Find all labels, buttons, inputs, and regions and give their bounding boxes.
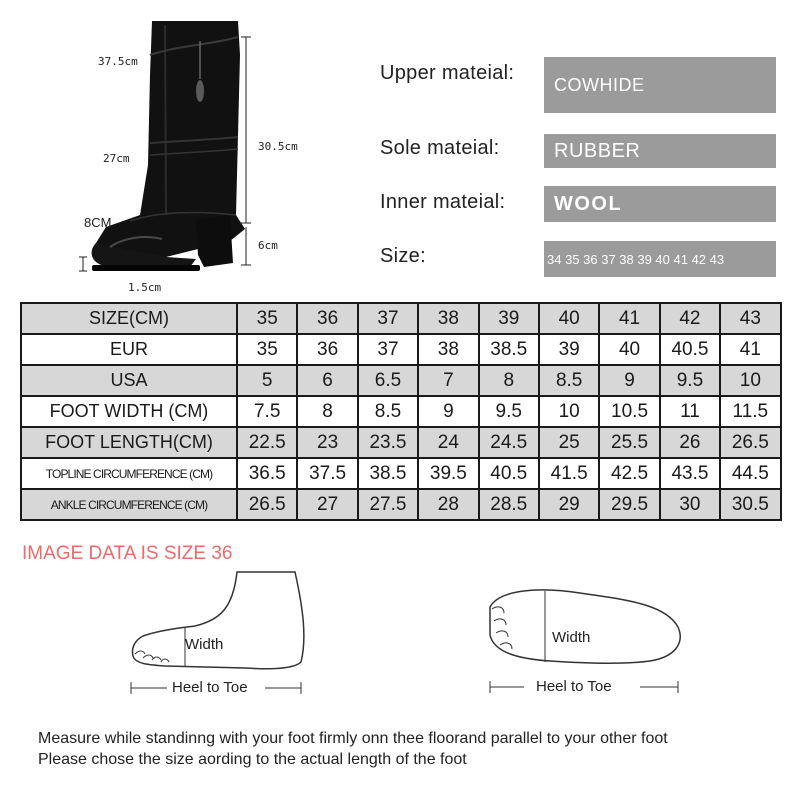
table-cell: 29.5	[599, 489, 659, 520]
table-cell: 42	[660, 303, 720, 334]
table-row	[21, 303, 781, 334]
foot-side-width-label: Width	[185, 636, 224, 653]
instruction-line-1: Measure while standinng with your foot firmly onn thee floorand parallel to your other foot	[38, 730, 668, 747]
table-cell: 10.5	[599, 396, 659, 427]
table-cell: 8.5	[358, 396, 418, 427]
table-cell: 36.5	[237, 458, 297, 489]
table-cell: 42.5	[599, 458, 659, 489]
upper-material-value	[544, 57, 776, 113]
table-cell: 41.5	[539, 458, 599, 489]
inner-material-text: WOOL	[554, 192, 623, 215]
table-row	[21, 334, 781, 365]
foot-side-length-label: Heel to Toe	[172, 679, 248, 696]
shaft-height-label: 30.5cm	[258, 140, 298, 153]
table-row	[21, 427, 781, 458]
table-cell: 38.5	[358, 458, 418, 489]
row-header: SIZE(CM)	[21, 303, 237, 334]
table-cell: 11	[660, 396, 720, 427]
table-cell: 26	[660, 427, 720, 458]
table-cell: 7	[418, 365, 478, 396]
table-cell: 28.5	[479, 489, 539, 520]
table-cell: 8	[479, 365, 539, 396]
table-cell: 29	[539, 489, 599, 520]
table-cell: 37	[358, 303, 418, 334]
table-cell: 39.5	[418, 458, 478, 489]
table-cell: 27	[297, 489, 357, 520]
table-cell: 6	[297, 365, 357, 396]
size-range-value	[544, 241, 776, 277]
table-cell: 9.5	[479, 396, 539, 427]
table-cell: 22.5	[237, 427, 297, 458]
boot-illustration	[70, 15, 330, 300]
table-cell: 7.5	[237, 396, 297, 427]
table-cell: 25.5	[599, 427, 659, 458]
table-cell: 23	[297, 427, 357, 458]
table-cell: 8.5	[539, 365, 599, 396]
table-cell: 24	[418, 427, 478, 458]
row-header: ANKLE CIRCUMFERENCE (CM)	[21, 489, 237, 520]
row-header: FOOT LENGTH(CM)	[21, 427, 237, 458]
instruction-line-2: Please chose the size aording to the actual length of the foot	[38, 751, 467, 768]
top-circumference-label: 37.5cm	[98, 55, 138, 68]
table-cell: 9	[599, 365, 659, 396]
row-header: TOPLINE CIRCUMFERENCE (CM)	[21, 458, 237, 489]
table-cell: 9.5	[660, 365, 720, 396]
table-cell: 36	[297, 334, 357, 365]
table-cell: 5	[237, 365, 297, 396]
table-cell: 30	[660, 489, 720, 520]
foot-top-width-label: Width	[552, 629, 591, 646]
table-cell: 10	[539, 396, 599, 427]
table-cell: 30.5	[720, 489, 780, 520]
table-cell: 8	[297, 396, 357, 427]
table-row	[21, 489, 781, 520]
table-cell: 40	[539, 303, 599, 334]
table-cell: 26.5	[237, 489, 297, 520]
foot-side-diagram	[125, 568, 320, 703]
table-cell: 44.5	[720, 458, 780, 489]
table-cell: 37.5	[297, 458, 357, 489]
heel-block-label: 6cm	[258, 239, 278, 252]
size-label: Size:	[380, 245, 426, 267]
table-cell: 23.5	[358, 427, 418, 458]
table-cell: 38.5	[479, 334, 539, 365]
size-chart-table	[20, 302, 782, 521]
table-cell: 10	[720, 365, 780, 396]
table-row	[21, 458, 781, 489]
table-cell: 28	[418, 489, 478, 520]
table-row	[21, 365, 781, 396]
table-cell: 37	[358, 334, 418, 365]
table-cell: 40.5	[660, 334, 720, 365]
table-cell: 9	[418, 396, 478, 427]
row-header: USA	[21, 365, 237, 396]
sole-material-label: Sole mateial:	[380, 137, 500, 159]
table-cell: 25	[539, 427, 599, 458]
table-cell: 38	[418, 334, 478, 365]
sole-material-text: RUBBER	[554, 139, 641, 162]
row-header: EUR	[21, 334, 237, 365]
table-cell: 35	[237, 303, 297, 334]
upper-material-text: COWHIDE	[554, 74, 645, 95]
table-cell: 24.5	[479, 427, 539, 458]
table-cell: 40.5	[479, 458, 539, 489]
foot-top-diagram	[480, 585, 695, 700]
table-cell: 43	[720, 303, 780, 334]
size-range-text: 34 35 36 37 38 39 40 41 42 43	[547, 251, 725, 267]
calf-label: 27cm	[103, 152, 130, 165]
table-cell: 38	[418, 303, 478, 334]
inner-material-label: Inner mateial:	[380, 191, 506, 213]
table-cell: 27.5	[358, 489, 418, 520]
heel-height-label: 8CM	[84, 215, 112, 230]
table-cell: 41	[720, 334, 780, 365]
table-cell: 6.5	[358, 365, 418, 396]
foot-top-length-label: Heel to Toe	[536, 678, 612, 695]
table-row	[21, 396, 781, 427]
table-cell: 36	[297, 303, 357, 334]
row-header: FOOT WIDTH (CM)	[21, 396, 237, 427]
table-cell: 43.5	[660, 458, 720, 489]
table-cell: 41	[599, 303, 659, 334]
image-data-note: IMAGE DATA IS SIZE 36	[22, 543, 233, 564]
platform-label: 1.5cm	[128, 281, 162, 294]
table-cell: 40	[599, 334, 659, 365]
sole-material-value	[544, 134, 776, 168]
table-cell: 39	[479, 303, 539, 334]
table-cell: 39	[539, 334, 599, 365]
table-cell: 26.5	[720, 427, 780, 458]
table-cell: 35	[237, 334, 297, 365]
upper-material-label: Upper mateial:	[380, 62, 515, 84]
table-cell: 11.5	[720, 396, 780, 427]
inner-material-value	[544, 186, 776, 222]
